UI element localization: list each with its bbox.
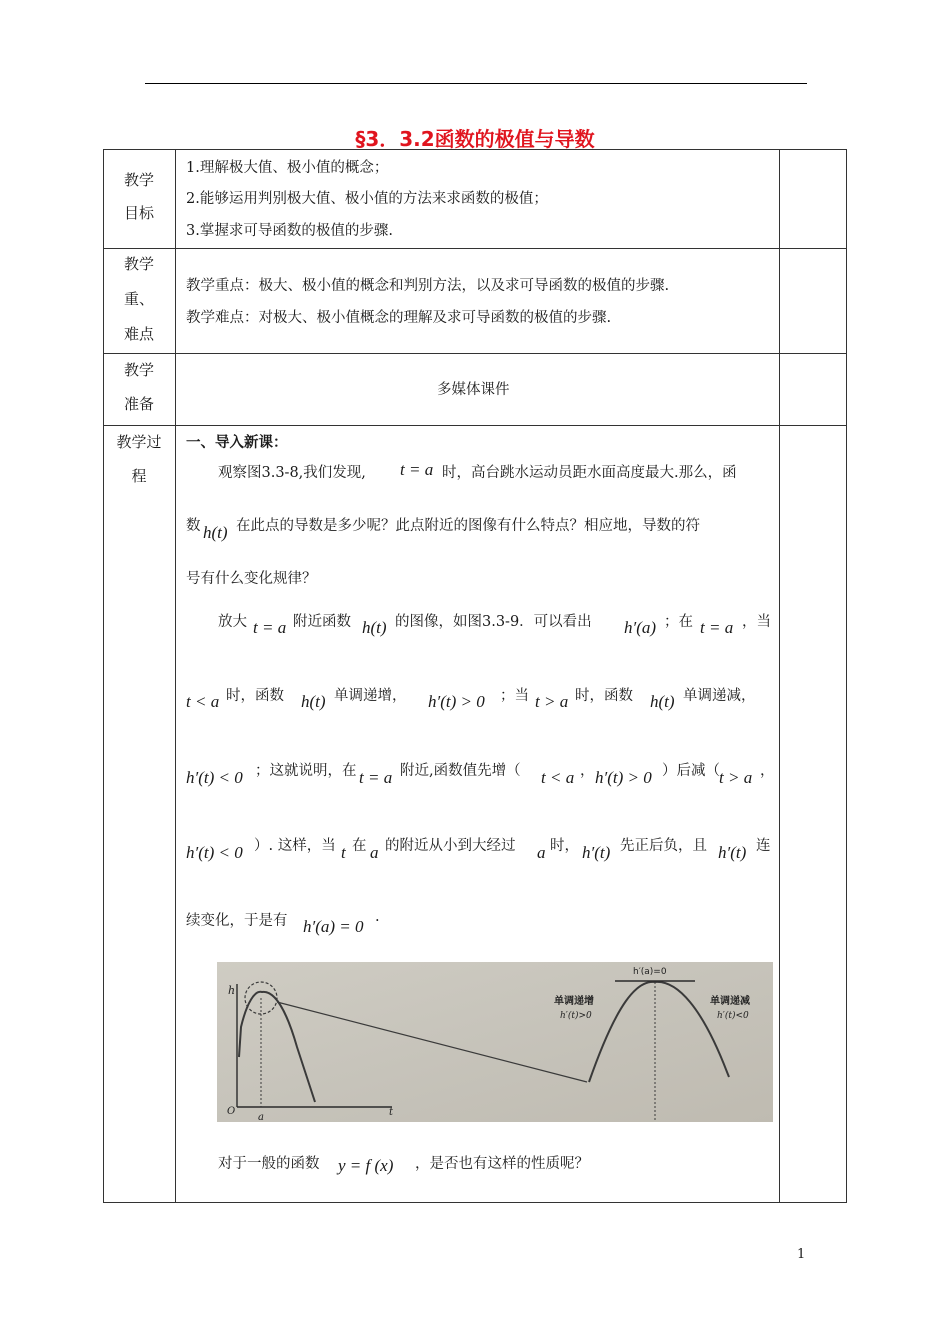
- goal-item: 2.能够运用判别极大值、极小值的方法来求函数的极值；: [186, 191, 548, 207]
- p2-text: 时，: [550, 838, 579, 854]
- axis-a-label: a: [258, 1112, 264, 1122]
- header-rule: [145, 83, 807, 84]
- difficulties: 教学难点：对极大、极小值概念的理解及求可导函数的极值的步骤.: [186, 310, 612, 326]
- math-expr: t = a: [400, 460, 434, 479]
- increasing-label: 单调递增: [554, 996, 594, 1007]
- p2-text: 放大: [218, 614, 247, 630]
- decreasing-condition: h′(t)<0: [717, 1011, 749, 1021]
- p2-text: ，: [580, 763, 595, 779]
- p2-text: ）. 这样，当: [254, 838, 336, 854]
- math-expr: t < a: [186, 692, 220, 711]
- p2-text: 续变化，于是有: [186, 913, 288, 929]
- table-divider-left: [175, 149, 176, 1203]
- increasing-condition: h′(t)>0: [560, 1011, 592, 1021]
- process-label-2: 程: [131, 467, 147, 485]
- p2-text: 连: [756, 838, 771, 854]
- p2-text: 在: [352, 838, 367, 854]
- prep-label-2: 准备: [123, 395, 154, 413]
- process-label-1: 教学过: [116, 433, 162, 451]
- math-expr: h′(t) > 0: [428, 692, 485, 711]
- row-divider: [103, 425, 847, 426]
- axis-o-label: O: [227, 1106, 236, 1117]
- math-expr: t < a: [541, 768, 575, 787]
- math-expr: t > a: [535, 692, 569, 711]
- goal-item: 1.理解极大值、极小值的概念；: [186, 160, 389, 176]
- p2-text: ，: [760, 763, 775, 779]
- math-expr: a: [370, 843, 379, 862]
- math-expr: t: [341, 843, 346, 862]
- math-expr: h′(t): [718, 843, 747, 862]
- math-expr: h(t): [650, 692, 675, 711]
- p2-text: 时，函数: [226, 688, 284, 704]
- p2-text: 的图像，如图3.3-9．可以看出: [395, 614, 592, 630]
- prep-text: 多媒体课件: [437, 382, 510, 398]
- figure-background: [217, 962, 773, 1122]
- p2-text: 附近,函数值先增（: [400, 763, 521, 779]
- goals-label-2: 目标: [123, 204, 154, 222]
- p3-text: 对于一般的函数: [218, 1156, 320, 1172]
- page-number: 1: [797, 1247, 806, 1262]
- p2-text: .: [375, 909, 380, 925]
- p1-text: 数: [186, 518, 201, 534]
- p1-text: 在此点的导数是多少呢？此点附近的图像有什么特点？相应地，导数的符: [236, 518, 700, 534]
- math-expr: h′(a): [624, 618, 657, 637]
- axis-h-label: h: [228, 984, 236, 997]
- math-expr: h(t): [203, 523, 228, 542]
- axis-t-label: t: [389, 1107, 394, 1118]
- math-expr: h′(t) < 0: [186, 768, 243, 787]
- section-heading: 一、导入新课：: [186, 435, 288, 451]
- goals-label-1: 教学: [123, 171, 154, 189]
- derivative-figure: [217, 962, 773, 1122]
- key-label-3: 难点: [123, 325, 154, 343]
- p2-text: 先正后负，且: [620, 838, 707, 854]
- p2-text: 单调递减，: [683, 688, 756, 704]
- p2-text: ；当: [500, 688, 529, 704]
- p1-text: 时，高台跳水运动员距水面高度最大.那么，函: [442, 465, 737, 481]
- math-expr: t = a: [359, 768, 393, 787]
- p2-text: ）后减（: [662, 763, 720, 779]
- p2-text: 时，函数: [575, 688, 633, 704]
- p2-text: ；在: [664, 614, 693, 630]
- decreasing-label: 单调递减: [710, 996, 750, 1007]
- prep-label-1: 教学: [123, 361, 154, 379]
- p2-text: ，当: [742, 614, 771, 630]
- math-expr: h(t): [362, 618, 387, 637]
- p1-text: 号有什么变化规律？: [186, 571, 317, 587]
- table-divider-right: [779, 149, 780, 1203]
- math-expr: t > a: [719, 768, 753, 787]
- page-title: §3．3.2函数的极值与导数: [355, 127, 595, 151]
- key-label-1: 教学: [123, 255, 154, 273]
- math-expr: a: [537, 843, 546, 862]
- math-expr: h′(a) = 0: [303, 917, 364, 936]
- p3-text: ，是否也有这样的性质呢？: [415, 1156, 589, 1172]
- p2-text: 附近函数: [293, 614, 351, 630]
- goal-item: 3.掌握求可导函数的极值的步骤.: [186, 223, 393, 239]
- math-expr: h′(t): [582, 843, 611, 862]
- math-expr: h′(t) > 0: [595, 768, 652, 787]
- math-expr: t = a: [253, 618, 287, 637]
- p2-text: ；这就说明，在: [255, 763, 357, 779]
- math-expr: h(t): [301, 692, 326, 711]
- key-points: 教学重点：极大、极小值的概念和判别方法，以及求可导函数的极值的步骤.: [186, 278, 670, 294]
- row-divider: [103, 353, 847, 354]
- derivative-zero-label: h′(a)=0: [633, 967, 667, 977]
- p1-text: 观察图3.3-8,我们发现,: [218, 465, 366, 481]
- row-divider: [103, 248, 847, 249]
- key-label-2: 重、: [123, 290, 154, 308]
- math-expr: t = a: [700, 618, 734, 637]
- p2-text: 单调递增，: [334, 688, 407, 704]
- p2-text: 的附近从小到大经过: [385, 838, 516, 854]
- math-expr: y = f (x): [338, 1156, 394, 1175]
- math-expr: h′(t) < 0: [186, 843, 243, 862]
